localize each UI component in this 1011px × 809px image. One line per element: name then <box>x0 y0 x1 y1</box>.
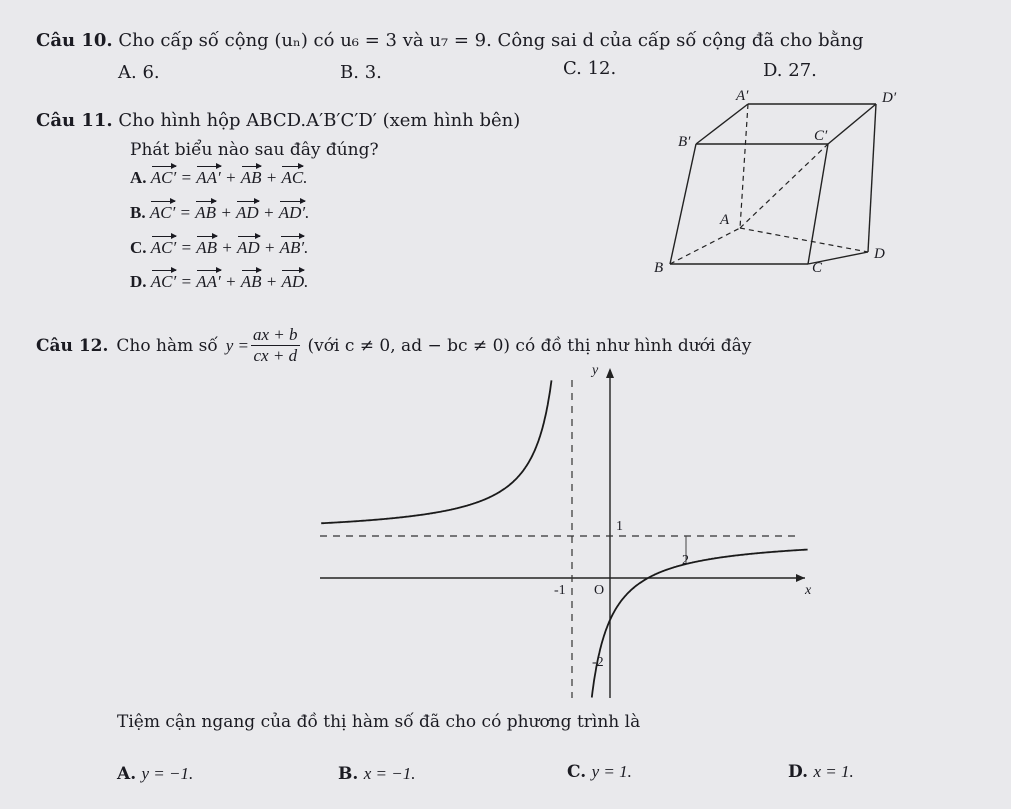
question-11 <box>36 110 520 131</box>
y-axis-label: y <box>592 363 599 378</box>
question-10 <box>36 30 863 51</box>
edge-a-d-hidden <box>740 228 868 252</box>
question-12-question: Tiệm cận ngang của đồ thị hàm số đã cho có phương trình là <box>117 712 641 732</box>
vertex-label-a1: A′ <box>736 88 749 104</box>
vector: AA′ <box>196 168 221 187</box>
q12-option-a-value: y = −1. <box>141 764 194 783</box>
q12-option-c-letter: C. <box>567 762 587 782</box>
question-12-lead: Cho hàm số <box>116 335 218 356</box>
vertex-label-b: B <box>654 260 664 276</box>
function-y: y = <box>225 335 250 355</box>
q12-option-b[interactable] <box>338 764 415 784</box>
q12-option-d-letter: D. <box>788 762 809 782</box>
q12-option-c-value: y = 1. <box>591 762 632 781</box>
parallelepiped-figure <box>640 88 900 288</box>
function-graph <box>300 360 830 705</box>
q10-option-d[interactable] <box>763 60 817 81</box>
q11-option-b-letter: B. <box>130 203 146 222</box>
q10-option-d-letter: D. <box>763 60 783 81</box>
vector: AD <box>236 238 260 257</box>
vertex-label-b1: B′ <box>678 134 691 150</box>
q11-option-a[interactable]: A. AC′ = AA′ + AB + AC. <box>130 168 308 187</box>
origin-label: O <box>594 583 605 598</box>
vector: AC′ <box>149 203 176 222</box>
vector: AD <box>281 272 305 291</box>
tick-label-x-neg1: -1 <box>554 583 566 598</box>
question-12-number: Câu 12. <box>36 335 109 356</box>
q10-option-a[interactable] <box>118 62 160 83</box>
q11-option-c-letter: C. <box>130 238 147 257</box>
q12-option-d[interactable] <box>788 762 854 782</box>
q12-option-b-letter: B. <box>338 764 359 784</box>
x-axis-label: x <box>805 583 812 598</box>
vector: AC′ <box>150 168 177 187</box>
q12-option-c[interactable] <box>567 762 632 782</box>
q12-option-b-value: x = −1. <box>363 764 416 783</box>
q10-option-a-value: 6. <box>142 62 160 83</box>
edge-b1-b <box>670 144 696 264</box>
edge-c1-c <box>808 144 828 264</box>
vector: AB <box>240 272 262 291</box>
fraction-numerator: ax + b <box>253 325 298 344</box>
q10-option-a-letter: A. <box>118 62 137 83</box>
q10-option-b-letter: B. <box>340 62 359 83</box>
vector: AC <box>281 168 304 187</box>
q11-option-c[interactable]: C. AC′ = AB + AD + AB′. <box>130 238 309 257</box>
edge-a1-b1 <box>696 104 748 144</box>
tick-label-y-1: 1 <box>616 519 623 534</box>
question-10-text: Cho cấp số cộng (uₙ) có u₆ = 3 và u₇ = 9. Công sai d của cấp số cộng đã cho bằng <box>118 30 864 51</box>
vector: AB <box>195 203 217 222</box>
question-12-condition: (với c ≠ 0, ad − bc ≠ 0) có đồ thị như hình dưới đây <box>307 335 752 356</box>
vector: AD <box>236 203 259 222</box>
q11-option-a-letter: A. <box>130 168 147 187</box>
question-11-text: Cho hình hộp ABCD.A′B′C′D′ (xem hình bên) <box>118 110 521 131</box>
edge-d1-d <box>868 104 876 252</box>
q10-option-c-letter: C. <box>563 58 582 79</box>
q10-option-c[interactable] <box>563 58 616 79</box>
vector: AC′ <box>150 238 177 257</box>
q10-option-d-value: 27. <box>788 60 817 81</box>
question-11-number: Câu 11. <box>36 110 113 131</box>
question-10-number: Câu 10. <box>36 30 113 51</box>
vertex-label-c1: C′ <box>814 128 828 144</box>
q11-option-d[interactable]: D. AC′ = AA′ + AB + AD. <box>130 272 309 291</box>
x-axis-arrow <box>796 574 805 582</box>
tick-label-x-2: 2 <box>682 553 689 568</box>
edge-a1-a-hidden <box>740 104 748 228</box>
q11-option-d-letter: D. <box>130 272 147 291</box>
function-fraction <box>251 325 300 366</box>
vector: AB′ <box>279 238 305 257</box>
vector: AB <box>196 238 217 257</box>
curve-left-branch <box>321 380 551 523</box>
vector: AD′ <box>278 203 306 222</box>
q12-option-a[interactable] <box>117 764 193 784</box>
q12-option-a-letter: A. <box>117 764 137 784</box>
edge-b-a-hidden <box>670 228 740 264</box>
curve-right-branch <box>592 550 808 698</box>
fraction-denominator: cx + d <box>253 346 298 365</box>
tick-label-y-neg2: -2 <box>592 655 604 670</box>
q10-option-b[interactable] <box>340 62 382 83</box>
vertex-label-c: C <box>812 260 823 276</box>
vertex-label-a: A <box>720 212 730 228</box>
vector: AA′ <box>196 272 221 291</box>
q12-option-d-value: x = 1. <box>813 762 854 781</box>
q10-option-b-value: 3. <box>364 62 382 83</box>
q10-option-c-value: 12. <box>587 58 617 79</box>
vector: AB <box>240 168 262 187</box>
vertex-label-d: D <box>874 246 885 262</box>
question-11-prompt: Phát biểu nào sau đây đúng? <box>130 140 379 160</box>
y-axis-arrow <box>606 368 614 378</box>
edge-d1-c1 <box>828 104 876 144</box>
q11-option-b[interactable]: B. AC′ = AB + AD + AD′. <box>130 203 310 222</box>
diagonal-a-c1-hidden <box>740 144 828 228</box>
vector: AC′ <box>150 272 177 291</box>
vertex-label-d1: D′ <box>882 90 897 106</box>
